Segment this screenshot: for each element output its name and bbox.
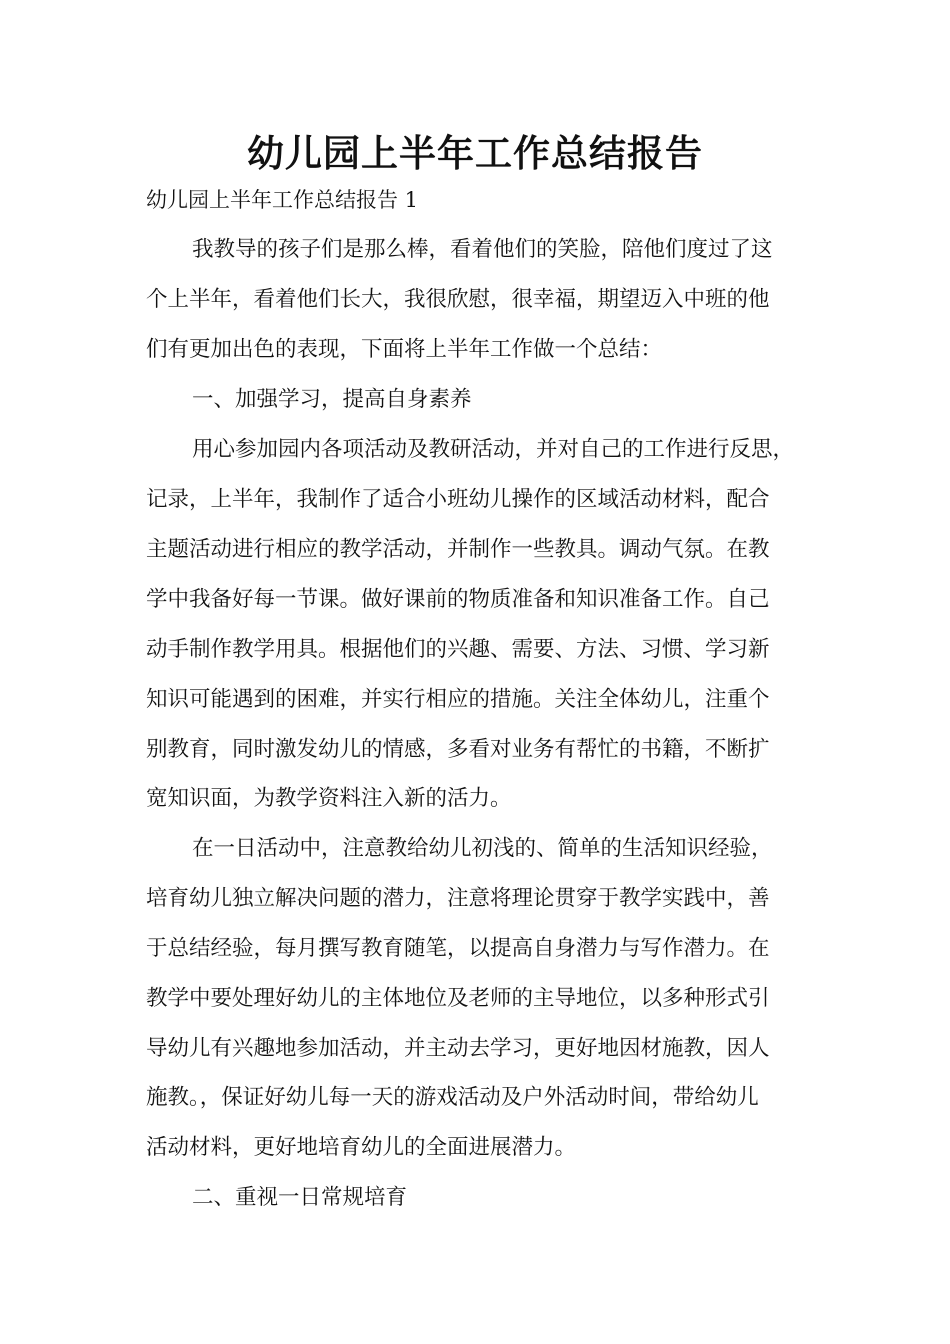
paragraph-line: 活动材料，更好地培育幼儿的全面进展潜力。 (146, 1135, 577, 1160)
paragraph-line: 用心参加园内各项活动及教研活动，并对自己的工作进行反思， (192, 437, 795, 462)
paragraph-line: 动手制作教学用具。根据他们的兴趣、需要、方法、习惯、学习新 (146, 637, 770, 662)
paragraph-line: 知识可能遇到的困难，并实行相应的措施。关注全体幼儿，注重个 (146, 687, 770, 712)
paragraph-line: 我教导的孩子们是那么棒，看着他们的笑脸，陪他们度过了这 (192, 237, 773, 262)
paragraph-line: 在一日活动中，注意教给幼儿初浅的、简单的生活知识经验， (192, 836, 773, 861)
paragraph-line: 于总结经验，每月撰写教育随笔，以提高自身潜力与写作潜力。在 (146, 936, 770, 961)
paragraph-line: 别教育，同时激发幼儿的情感，多看对业务有帮忙的书籍，不断扩 (146, 737, 770, 762)
paragraph-line: 学中我备好每一节课。做好课前的物质准备和知识准备工作。自己 (146, 587, 770, 612)
document-title: 幼儿园上半年工作总结报告 (247, 131, 703, 175)
paragraph-line: 宽知识面，为教学资料注入新的活力。 (146, 786, 512, 811)
paragraph-line: 记录，上半年，我制作了适合小班幼儿操作的区域活动材料，配合 (146, 487, 770, 512)
paragraph-line: 主题活动进行相应的教学活动，并制作一些教具。调动气氛。在教 (146, 537, 770, 562)
paragraph-line: 教学中要处理好幼儿的主体地位及老师的主导地位，以多种形式引 (146, 986, 770, 1011)
document-subtitle: 幼儿园上半年工作总结报告 1 (146, 188, 419, 212)
paragraph-line: 导幼儿有兴趣地参加活动，并主动去学习，更好地因材施教，因人 (146, 1036, 770, 1061)
section-heading: 一、加强学习，提高自身素养 (192, 387, 472, 412)
section-heading: 二、重视一日常规培育 (192, 1185, 408, 1210)
paragraph-line: 个上半年，看着他们长大，我很欣慰，很幸福，期望迈入中班的他 (146, 287, 770, 312)
paragraph-line: 培育幼儿独立解决问题的潜力，注意将理论贯穿于教学实践中，善 (146, 886, 770, 911)
paragraph-line: 们有更加出色的表现，下面将上半年工作做一个总结： (146, 337, 663, 362)
paragraph-line: 施教。，保证好幼儿每一天的游戏活动及户外活动时间，带给幼儿 (146, 1085, 759, 1110)
